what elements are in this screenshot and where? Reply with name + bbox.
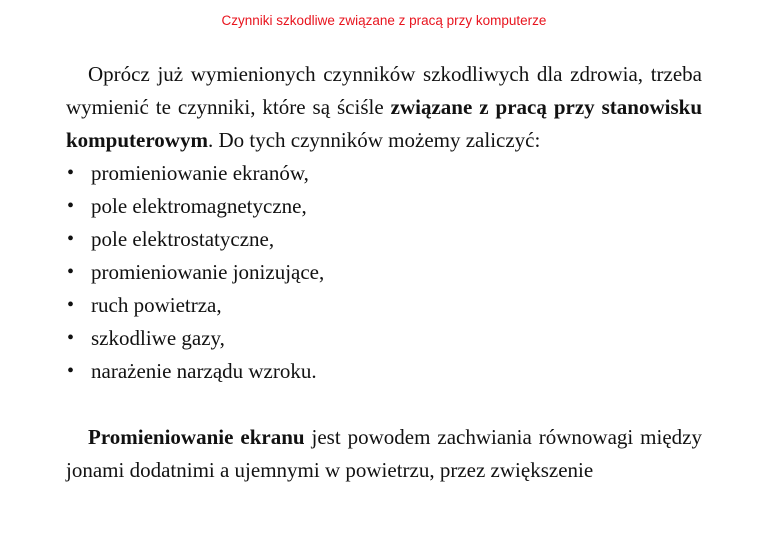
bullet-icon: •: [67, 294, 75, 316]
bullet-icon: •: [67, 360, 75, 382]
second-paragraph: [66, 421, 702, 487]
bullet-icon: •: [67, 261, 75, 283]
list-item-text: pole elektromagnetyczne,: [91, 194, 307, 218]
second-paragraph-text: jest powodem zachwiania równowagi między jonami dodatnimi a ujemnymi w powietrzu, przez zwiększenie: [66, 425, 702, 482]
list-item-text: pole elektrostatyczne,: [91, 227, 275, 251]
list-item-text: ruch powietrza,: [91, 293, 222, 317]
factors-list: [66, 157, 702, 388]
intro-text-end: . Do tych czynników możemy zaliczyć:: [207, 128, 541, 152]
bullet-icon: •: [67, 162, 75, 184]
list-item-text: szkodliwe gazy,: [91, 326, 225, 350]
bullet-icon: •: [67, 195, 75, 217]
list-item-text: promieniowanie jonizujące,: [91, 260, 325, 284]
list-item: [66, 355, 702, 388]
list-item: [66, 157, 702, 190]
bullet-icon: •: [67, 327, 75, 349]
list-item-text: narażenie narządu wzroku.: [91, 359, 317, 383]
paragraph-spacer: [66, 388, 702, 421]
list-item: [66, 223, 702, 256]
list-item-text: promieniowanie ekranów,: [91, 161, 309, 185]
list-item: [66, 322, 702, 355]
list-item: [66, 190, 702, 223]
intro-text-start: Oprócz już wymienionych czynników szkodliwych dla zdrowia, trzeba wymienić te czynniki, które są ściśle: [66, 62, 702, 119]
list-item: [66, 256, 702, 289]
intro-paragraph: [66, 58, 702, 157]
content-body: [66, 58, 702, 487]
second-paragraph-emphasis: Promieniowanie ekranu: [88, 425, 305, 449]
page-title: Czynniki szkodliwe związane z pracą przy komputerze: [221, 13, 547, 28]
intro-emphasis: związane z pracą przy stanowisku komputerowym: [66, 95, 702, 152]
list-item: [66, 289, 702, 322]
bullet-icon: •: [67, 228, 75, 250]
